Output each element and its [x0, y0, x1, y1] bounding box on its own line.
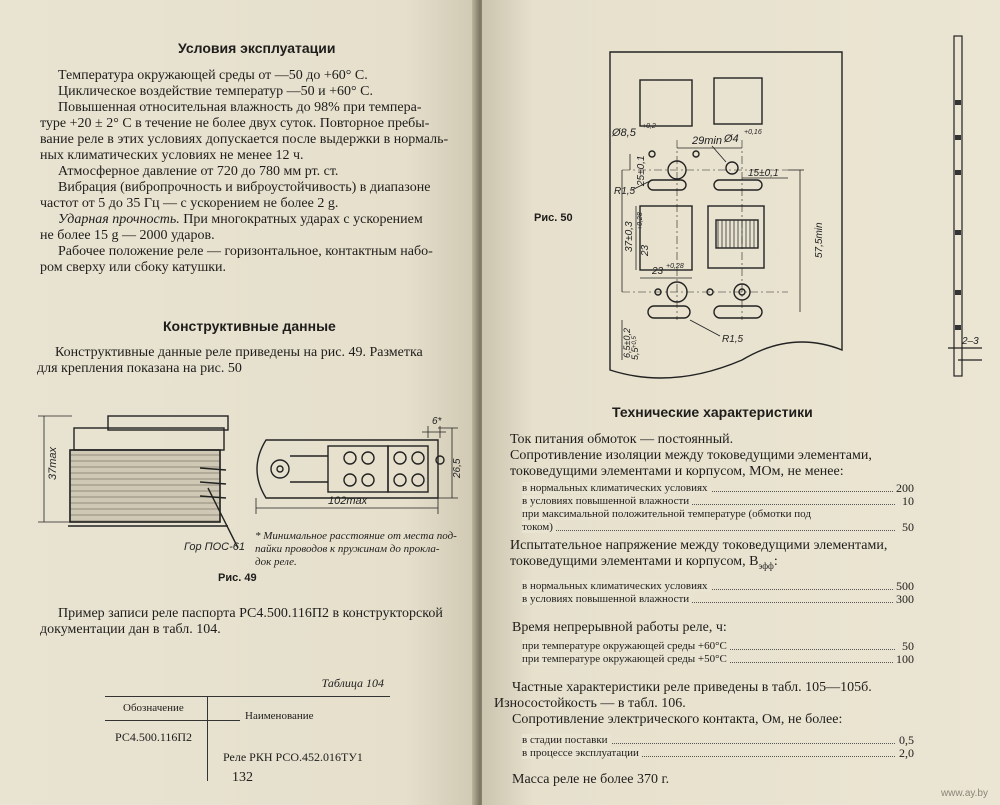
text-line: Рабочее положение реле — горизонтальное, контактным набо- [58, 244, 433, 259]
table-col-designation-header: Обозначение [123, 702, 184, 714]
row-label: током) [522, 521, 556, 533]
text-line: Сопротивление изоляции между токоведущими элементами, [510, 448, 872, 463]
text-line: Пример записи реле паспорта РС4.500.116П2 в конструкторской [58, 606, 443, 621]
table-cell-name: Реле РКН РСО.452.016ТУ1 [223, 750, 363, 764]
insulation-row [522, 495, 917, 507]
text-line: Износостойкость — в табл. 106. [494, 696, 686, 711]
fig49-solder-label: Гор ПОС-61 [184, 541, 246, 553]
fig50-dim-55: 5,5 [630, 347, 640, 360]
fig50-dim-d85-tol: +0,2 [642, 123, 656, 130]
fig50-dim-15: 15±0,1 [748, 168, 779, 179]
text-line: док реле. [255, 556, 297, 568]
text-line: Вибрация (вибропрочность и виброустойчивость) в диапазоне [58, 180, 431, 195]
left-page [0, 0, 478, 805]
text-line: частот от 5 до 35 Гц — с ускорением не более 2 g. [40, 196, 339, 211]
fig49-dim-265: 26,5 [452, 458, 463, 478]
fig50-dim-25: 25±0,1 [636, 155, 647, 186]
voltage-row [522, 593, 917, 605]
fig49-dim-102max: 102max [328, 495, 368, 507]
heading-operating-conditions: Условия эксплуатации [178, 40, 336, 56]
contact-row [522, 747, 917, 759]
work-time-row [522, 653, 917, 665]
row-label: в условиях повышенной влажности [522, 593, 692, 605]
text-line: ром сверху или сбоку катушки. [40, 260, 227, 275]
table-col-name-header: Наименование [245, 710, 314, 722]
text-line: для крепления показана на рис. 50 [37, 361, 242, 376]
table-cell-designation: РС4.500.116П2 [115, 730, 193, 744]
table-title: Таблица 104 [321, 676, 384, 690]
insulation-paragraph [510, 448, 872, 480]
fig50-dim-55-tol: +0,5 [632, 336, 638, 348]
text-line: туре +20 ± 2° С в течение не более двух суток. Повторное пребы- [40, 116, 430, 131]
voltage-colon: : [773, 554, 778, 569]
fig50-dim-d4-tol: +0,16 [744, 129, 762, 136]
row-value: 0,5 [896, 734, 917, 746]
table-104 [105, 676, 390, 781]
work-time-row [522, 640, 917, 652]
figure-50-mounting-drawing [592, 30, 992, 390]
fig49-dim-37max: 37max [47, 446, 59, 480]
current-line: Ток питания обмоток — постоянный. [510, 432, 734, 447]
text-line: ных климатических условиях не менее 12 ч. [40, 148, 304, 163]
text-line [510, 554, 887, 574]
row-value: 50 [899, 521, 917, 533]
row-label: при максимальной положительной температуре (обмотки под [522, 508, 814, 520]
row-label: в стадии поставки [522, 734, 611, 746]
fig50-dim-d85: Ø8,5 [612, 127, 636, 139]
mass-line: Масса реле не более 370 г. [512, 772, 670, 787]
text-line: Частные характеристики реле приведены в табл. 105—105б. [512, 680, 872, 695]
heading-design-data: Конструктивные данные [163, 318, 336, 334]
fig50-radius-bottom: R1,5 [722, 334, 744, 345]
conditions-paragraph [40, 68, 449, 276]
text-line: токоведущими элементами и корпусом, МОм, не менее: [510, 464, 844, 479]
row-label: в нормальных климатических условиях [522, 482, 711, 494]
fig50-dim-23-horizontal: 23 [652, 266, 664, 277]
fig50-caption: Рис. 50 [534, 212, 573, 224]
row-value: 2,0 [896, 747, 917, 759]
text-line: Сопротивление электрического контакта, Ом, не более: [512, 712, 843, 727]
impact-text: При многократных ударах с ускорением [179, 212, 423, 227]
text-line: документации дан в табл. 104. [40, 622, 221, 637]
insulation-row-max-temp [522, 508, 917, 520]
row-label: в процессе эксплуатации [522, 747, 642, 759]
fig49-dim-6star: 6* [432, 416, 442, 427]
fig50-dim-23-vertical: 23 [640, 244, 651, 256]
voltage-row [522, 580, 917, 592]
right-page [482, 0, 1000, 805]
table-top-rule [105, 696, 390, 697]
voltage-subscript: эфф [758, 560, 774, 571]
partial-characteristics-paragraph [494, 680, 872, 728]
insulation-row-max-temp-cont [522, 521, 917, 533]
text-line: пайки проводов к пружинам до прокла- [255, 543, 440, 555]
row-label: в нормальных климатических условиях [522, 580, 711, 592]
design-paragraph [37, 345, 423, 377]
text-line: Температура окружающей среды от —50 до +60° С. [58, 68, 368, 83]
fig50-dim-29min: 29min [692, 135, 722, 147]
text-line: Циклическое воздействие температур —50 и +60° С. [58, 84, 373, 99]
text-line: вание реле в этих условиях допускается после выдержки в нормаль- [40, 132, 449, 147]
row-label: в условиях повышенной влажности [522, 495, 692, 507]
text-line: Атмосферное давление от 720 до 780 мм рт. ст. [58, 164, 339, 179]
fig50-dim-23-horizontal-tol: +0,28 [666, 263, 684, 270]
voltage-text: токоведущими элементами и корпусом, В [510, 554, 759, 569]
fig50-dim-23-vertical-tol: +0,28 [637, 212, 644, 230]
fig50-dim-65: 6,5±0,2 [622, 328, 632, 358]
text-line: Конструктивные данные реле приведены на рис. 49. Разметка [55, 345, 423, 360]
fig50-dim-37: 37±0,3 [624, 221, 635, 252]
row-value: 200 [893, 482, 917, 494]
text-line: * Минимальное расстояние от места под- [255, 530, 457, 542]
fig49-caption: Рис. 49 [218, 572, 257, 584]
table-header-rule [105, 720, 240, 721]
insulation-row [522, 482, 917, 494]
impact-label: Ударная прочность. [58, 212, 180, 227]
fig50-dim-575: 57,5min [814, 222, 825, 258]
fig50-dim-d4: Ø4 [724, 133, 739, 145]
row-value: 300 [893, 593, 917, 605]
impact-line [58, 212, 448, 228]
heading-technical-characteristics: Технические характеристики [612, 404, 813, 420]
row-label: при температуре окружающей среды +50°С [522, 653, 730, 665]
work-time-line: Время непрерывной работы реле, ч: [512, 620, 727, 635]
text-line: Испытательное напряжение между токоведущими элементами, [510, 538, 888, 553]
text-line: Повышенная относительная влажность до 98% при темпера- [58, 100, 422, 115]
page-number: 132 [232, 770, 253, 785]
row-value: 100 [893, 653, 917, 665]
fig50-dim-2-3: 2–3 [962, 336, 979, 347]
table-column-divider [207, 696, 208, 781]
row-value: 10 [899, 495, 917, 507]
row-value: 500 [893, 580, 917, 592]
voltage-paragraph [510, 538, 887, 574]
row-value: 50 [899, 640, 917, 652]
example-paragraph [40, 606, 443, 638]
contact-row [522, 734, 917, 746]
fig49-footnote [255, 530, 457, 569]
row-label: при температуре окружающей среды +60°С [522, 640, 730, 652]
watermark: www.ay.by [940, 788, 988, 799]
text-line: не более 15 g — 2000 ударов. [40, 228, 215, 243]
fig50-radius-top: R1,5 [614, 186, 636, 197]
